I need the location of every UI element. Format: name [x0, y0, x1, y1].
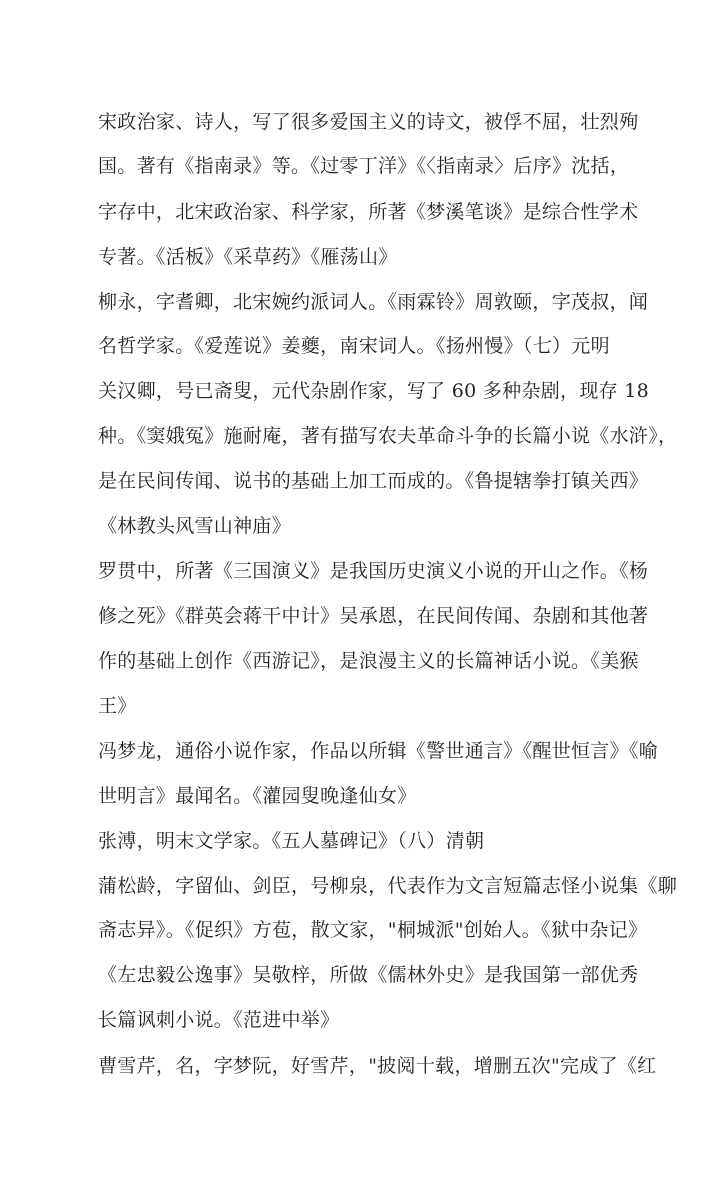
text-line: 专著。《活板》《采草药》《雁荡山》 — [98, 246, 398, 268]
text-line: 《左忠毅公逸事》吴敬梓，所做《儒林外史》是我国第一部优秀 — [98, 964, 639, 986]
text-line: 蒲松龄，字留仙、剑臣，号柳泉，代表作为文言短篇志怪小说集《聊 — [98, 875, 678, 897]
text-line: 曹雪芹，名，字梦阮，好雪芹，"披阅十载，增删五次"完成了《红 — [98, 1055, 657, 1077]
text-line: 修之死》《群英会蒋干中计》吴承恩，在民间传闻、杂剧和其他著 — [98, 605, 649, 627]
text-line: 世明言》最闻名。《灌园叟晚逢仙女》 — [98, 785, 417, 807]
text-line: 国。著有《指南录》等。《过零丁洋》《〈指南录〉后序》沈括， — [98, 155, 630, 177]
text-line: 《林教头风雪山神庙》 — [98, 515, 292, 537]
text-line: 名哲学家。《爱莲说》姜夔，南宋词人。《扬州慢》（七）元明 — [98, 335, 610, 357]
text-line: 斋志异》。《促织》方苞，散文家，"桐城派"创始人。《狱中杂记》 — [98, 919, 648, 941]
text-line: 王》 — [98, 695, 137, 717]
text-line: 种。《窦娥冤》施耐庵，著有描写农夫革命斗争的长篇小说《水浒》， — [98, 425, 678, 447]
text-line: 是在民间传闻、说书的基础上加工而成的。《鲁提辖拳打镇关西》 — [98, 470, 649, 492]
text-line: 柳永，字耆卿，北宋婉约派词人。《雨霖铃》周敦颐，字茂叔，闻 — [98, 291, 649, 313]
text-line: 长篇讽刺小说。《范进中举》 — [98, 1009, 340, 1031]
text-line: 字存中，北宋政治家、科学家，所著《梦溪笔谈》是综合性学术 — [98, 201, 639, 223]
text-line: 宋政治家、诗人，写了很多爱国主义的诗文，被俘不屈，壮烈殉 — [98, 111, 639, 133]
text-line: 罗贯中，所著《三国演义》是我国历史演义小说的开山之作。《杨 — [98, 560, 649, 582]
text-line: 关汉卿，号已斋叟，元代杂剧作家，写了 60 多种杂剧，现存 18 — [98, 380, 650, 402]
text-line: 作的基础上创作《西游记》，是浪漫主义的长篇神话小说。《美猴 — [98, 650, 639, 672]
text-line: 冯梦龙，通俗小说作家，作品以所辑《警世通言》《醒世恒言》《喻 — [98, 740, 659, 762]
text-line: 张溥，明末文学家。《五人墓碑记》（八）清朝 — [98, 830, 485, 852]
